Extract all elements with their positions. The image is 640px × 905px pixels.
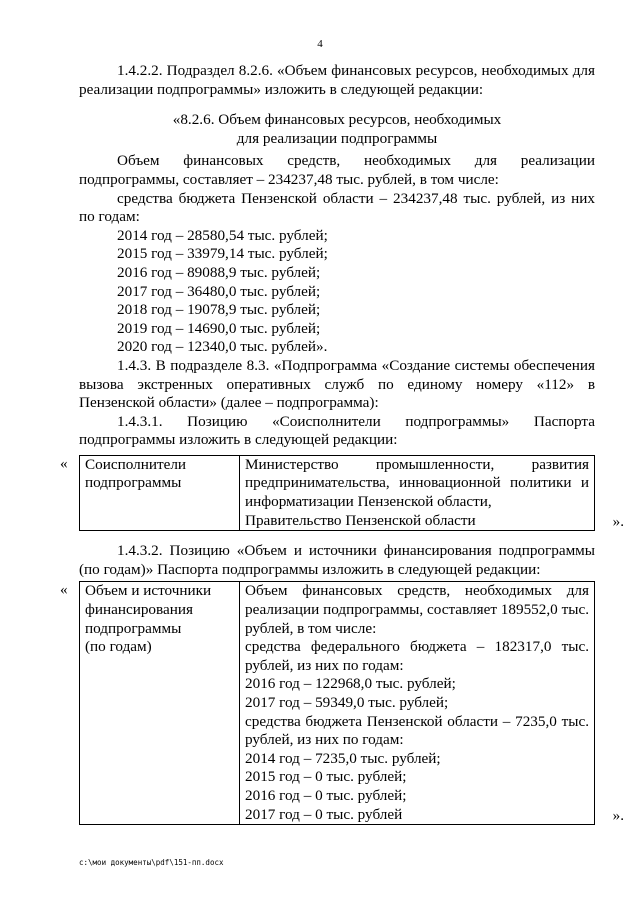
file-path-footer: c:\мои документы\pdf\151-пп.docx [79, 858, 224, 867]
co-executors-table-wrap [60, 454, 624, 531]
table-row [80, 582, 595, 825]
paragraph-1-4-3-2: 1.4.3.2. Позицию «Объем и источники финансирования подпрограммы (по годам)» Паспорта подпрограммы изложить в следующей редакции: [79, 542, 595, 578]
heading-line-1: «8.2.6. Объем финансовых ресурсов, необходимых [172, 111, 502, 129]
funding-line: 2016 год – 0 тыс. рублей; [245, 786, 407, 804]
funding-label-sub: (по годам) [85, 638, 152, 656]
table-label-cell [80, 455, 240, 530]
year-item: 2015 год – 33979,14 тыс. рублей; [117, 245, 328, 263]
close-quote: ». [612, 512, 624, 530]
close-quote: ». [612, 806, 624, 824]
co-executors-label: Соисполнители подпрограммы [85, 455, 187, 492]
year-item: 2018 год – 19078,9 тыс. рублей; [117, 301, 321, 319]
funding-line: 2015 год – 0 тыс. рублей; [245, 768, 407, 786]
paragraph-1-4-3: 1.4.3. В подразделе 8.3. «Подпрограмма «Создание системы обеспечения вызова экстренных оперативных служб по единому номеру «112» в Пензенской области» (далее – подпрограмма): [79, 356, 595, 412]
co-executor-line: Министерство промышленности, развития предпринимательства, инновационной политики и информатизации Пензенской области, [245, 455, 589, 511]
funding-line: 2017 год – 0 тыс. рублей [245, 805, 403, 823]
table-label-cell [80, 582, 240, 825]
paragraph-1-4-2-2: 1.4.2.2. Подраздел 8.2.6. «Объем финансовых ресурсов, необходимых для реализации подпрограммы» изложить в следующей редакции: [79, 62, 595, 98]
funding-line: 2014 год – 7235,0 тыс. рублей; [245, 749, 441, 767]
year-item: 2017 год – 36480,0 тыс. рублей; [117, 282, 321, 300]
section-heading [79, 111, 595, 148]
funding-line: Объем финансовых средств, необходимых для реализации подпрограммы, составляет 189552,0 тыс. рублей, в том числе: [245, 582, 589, 637]
funding-table [79, 581, 595, 825]
table-value-cell [240, 455, 595, 530]
heading-line-2: для реализации подпрограммы [236, 129, 438, 147]
funding-line: средства бюджета Пензенской области – 7235,0 тыс. рублей, из них по годам: [245, 712, 589, 749]
table-row [80, 455, 595, 530]
paragraph-1-4-3-1: 1.4.3.1. Позицию «Соисполнители подпрограммы» Паспорта подпрограммы изложить в следующей редакции: [79, 412, 595, 449]
paragraph-regional-budget: средства бюджета Пензенской области – 234237,48 тыс. рублей, из них по годам: [79, 189, 595, 226]
paragraph-total-volume: Объем финансовых средств, необходимых для реализации подпрограммы, составляет – 234237,48 тыс. рублей, в том числе: [79, 152, 595, 188]
funding-line: 2016 год – 122968,0 тыс. рублей; [245, 675, 456, 693]
open-quote: « [60, 581, 68, 599]
years-list [79, 227, 595, 357]
year-item: 2014 год – 28580,54 тыс. рублей; [117, 226, 328, 244]
document-body [60, 62, 624, 825]
co-executor-line: Правительство Пензенской области [245, 511, 476, 529]
table-value-cell [240, 582, 595, 825]
funding-line: 2017 год – 59349,0 тыс. рублей; [245, 694, 449, 711]
open-quote: « [60, 454, 68, 472]
page-number: 4 [317, 38, 323, 50]
funding-line: средства федерального бюджета – 182317,0 тыс. рублей, из них по годам: [245, 638, 589, 674]
year-item: 2019 год – 14690,0 тыс. рублей; [117, 319, 321, 337]
funding-label-main: Объем и источники финансирования подпрограммы [85, 582, 212, 637]
funding-table-wrap [60, 581, 624, 825]
year-item: 2016 год – 89088,9 тыс. рублей; [117, 263, 321, 281]
co-executors-table [79, 455, 595, 531]
year-item: 2020 год – 12340,0 тыс. рублей». [117, 338, 328, 356]
